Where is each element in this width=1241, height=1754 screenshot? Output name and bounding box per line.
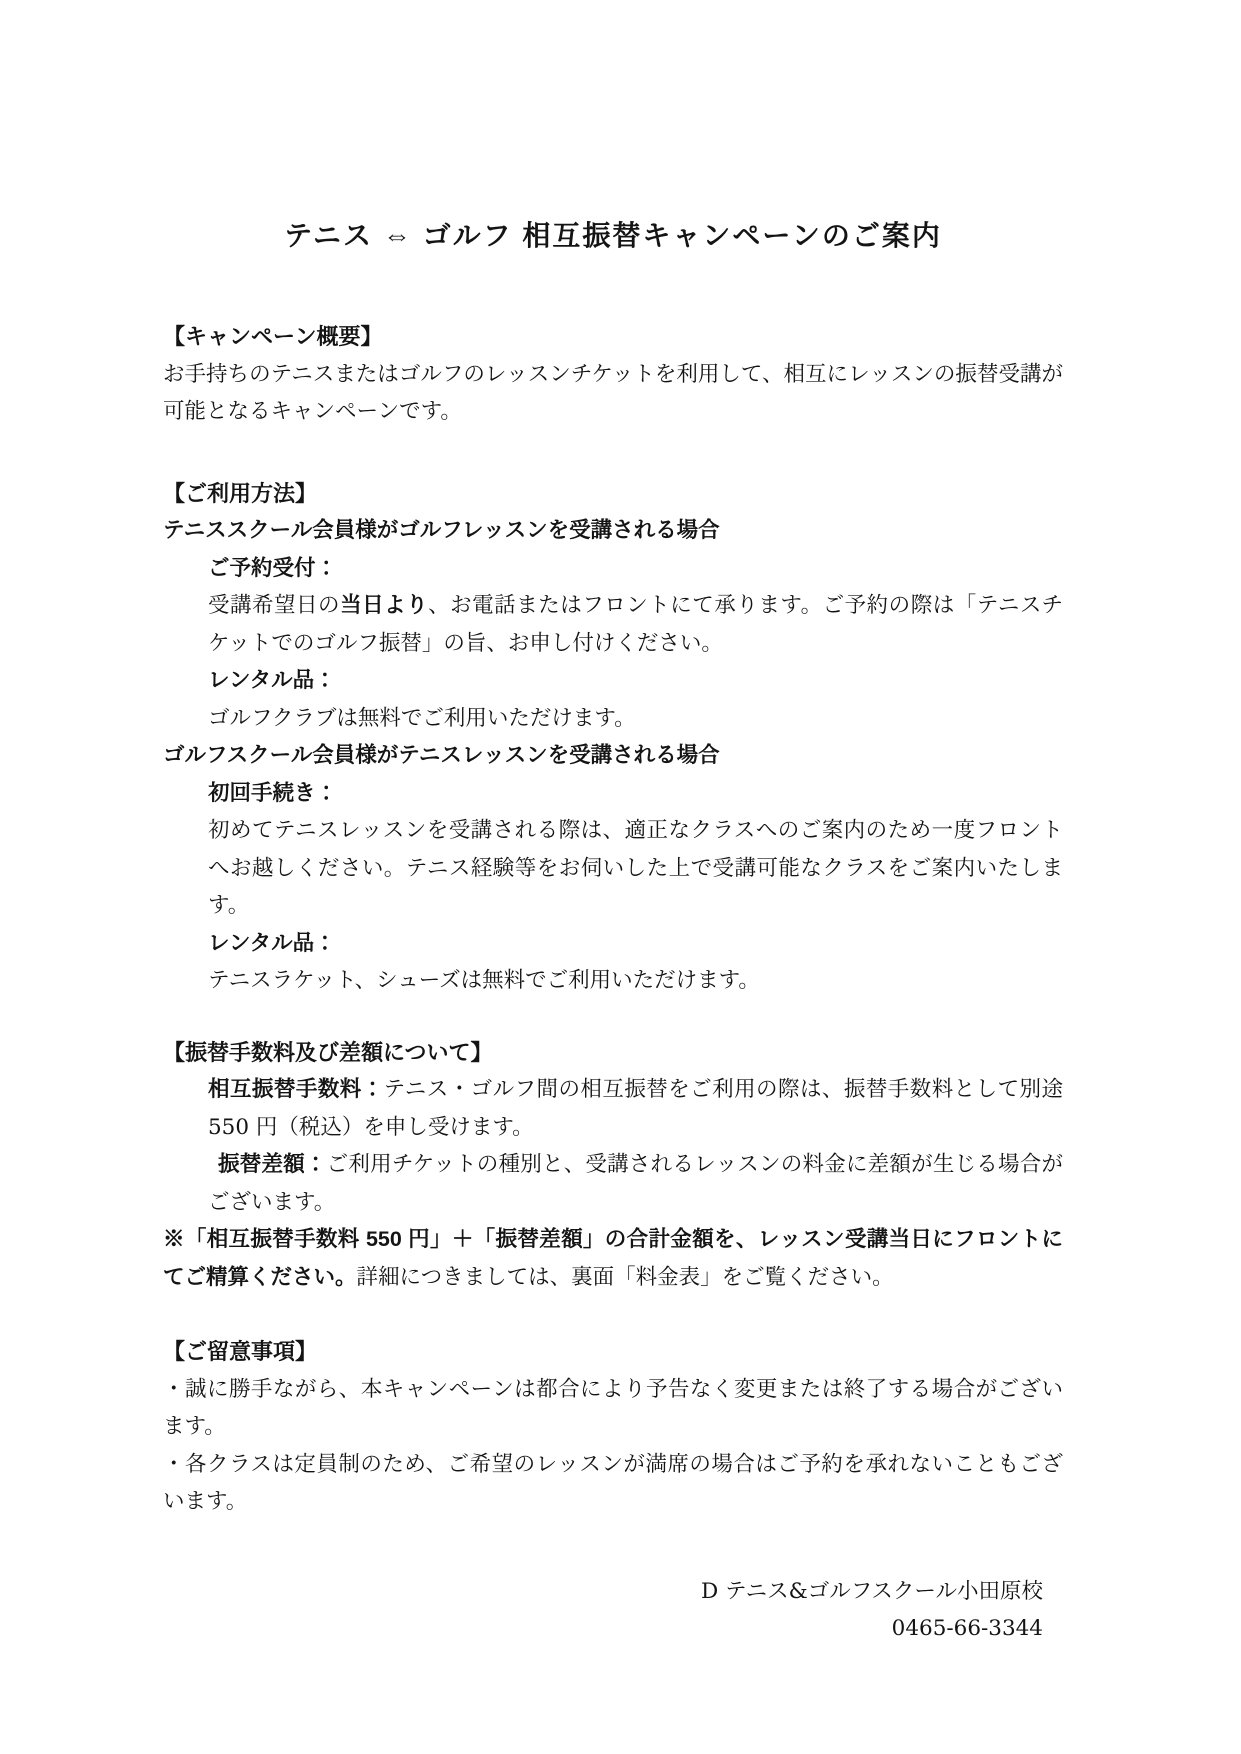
- tennis-rental-body: ゴルフクラブは無料でご利用いただけます。: [208, 705, 636, 731]
- first-time-label: 初回手続き：: [208, 780, 338, 805]
- usage-heading: 【ご利用方法】: [163, 480, 318, 506]
- golf-rental-label: レンタル品：: [208, 930, 336, 955]
- fee-body: テニス・ゴルフ間の相互振替をご利用の際は、振替手数料として別途 550 円（税込）を申し受けます。: [208, 1077, 1063, 1140]
- fee-label: 相互振替手数料：: [208, 1077, 384, 1101]
- reservation-body: [208, 587, 1063, 662]
- phone-number: 0465-66-3344: [891, 1616, 1043, 1641]
- difference-label: 振替差額：: [218, 1152, 327, 1176]
- golf-rental-body: テニスラケット、シューズは無料でご利用いただけます。: [208, 968, 760, 993]
- overview-body: お手持ちのテニスまたはゴルフのレッスンチケットを利用して、相互にレッスンの振替受講が可能となるキャンペーンです。: [163, 361, 1063, 424]
- reservation-body-pre: 受講希望日の: [208, 593, 341, 618]
- golf-case-heading: ゴルフスクール会員様がテニスレッスンを受講される場合: [163, 743, 720, 767]
- first-time-body: 初めてテニスレッスンを受講される際は、適正なクラスへのご案内のため一度フロントへお越しください。テニス経験等をお伺いした上で受講可能なクラスをご案内いたします。: [208, 818, 1063, 918]
- settlement-note: [163, 1221, 1063, 1296]
- settlement-note-rest: 詳細につきましては、裏面「料金表」をご覧ください。: [356, 1264, 894, 1290]
- page-title: テニス ⇔ ゴルフ 相互振替キャンペーンのご案内: [284, 220, 942, 251]
- reservation-label: ご予約受付：: [208, 555, 338, 580]
- note-item-capacity: ・各クラスは定員制のため、ご希望のレッスンが満席の場合はご予約を承れないこともございます。: [163, 1451, 1063, 1514]
- reservation-body-bold: 当日より: [340, 593, 429, 617]
- reservation-body-post: 、お電話またはフロントにて承ります。ご予約の際は「テニスチケットでのゴルフ振替」の旨、お申し付けください。: [208, 593, 1063, 656]
- footer: [163, 1573, 1063, 1648]
- difference-body: ご利用チケットの種別と、受講されるレッスンの料金に差額が生じる場合がございます。: [208, 1152, 1063, 1215]
- tennis-case-heading: テニススクール会員様がゴルフレッスンを受講される場合: [163, 518, 720, 542]
- overview-heading: 【キャンペーン概要】: [163, 324, 383, 349]
- settlement-note-bold: ※「相互振替手数料 550 円」＋「振替差額」の合計金額を、レッスン受講当日にフロントにてご精算ください。: [163, 1227, 1063, 1289]
- school-name: D テニス&ゴルフスクール小田原校: [700, 1578, 1043, 1604]
- fees-heading: 【振替手数料及び差額について】: [163, 1039, 493, 1065]
- note-item-change: ・誠に勝手ながら、本キャンペーンは都合により予告なく変更または終了する場合がございます。: [163, 1376, 1063, 1439]
- tennis-rental-label: レンタル品：: [208, 668, 336, 692]
- difference-paragraph: [208, 1146, 1063, 1221]
- fee-paragraph: [208, 1071, 1063, 1146]
- notes-heading: 【ご留意事項】: [163, 1339, 318, 1364]
